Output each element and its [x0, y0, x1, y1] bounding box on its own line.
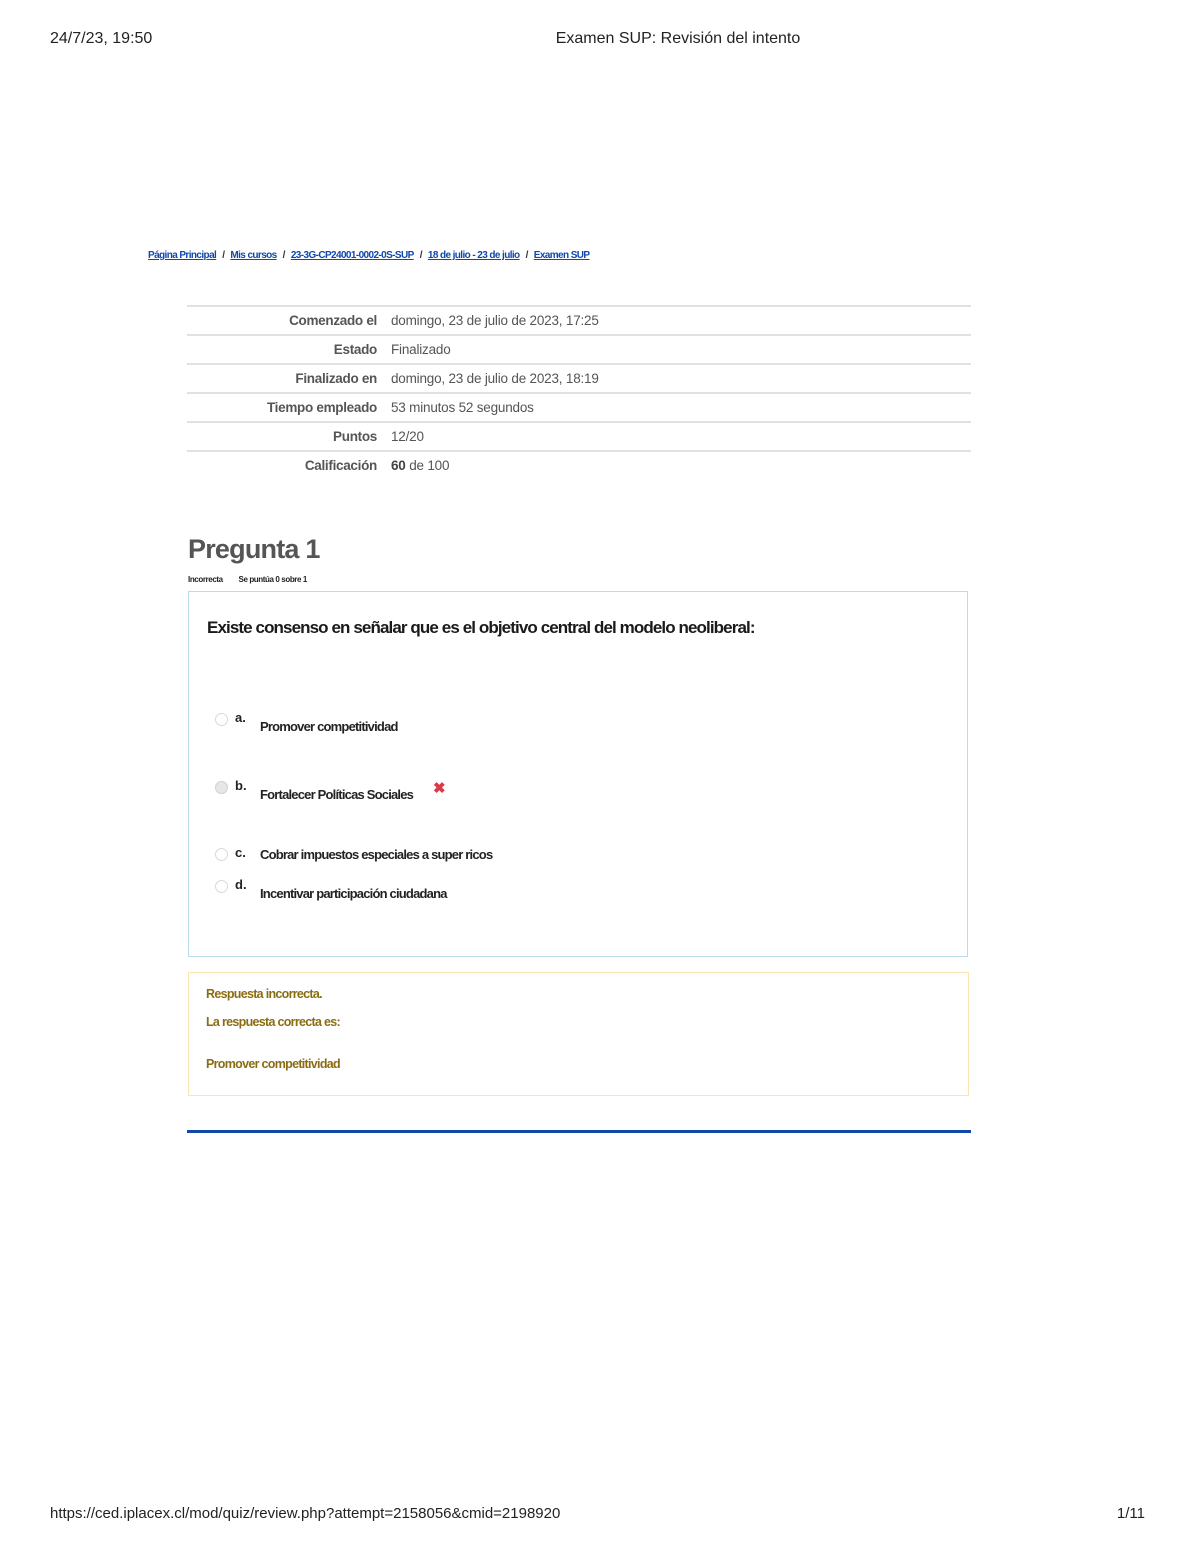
- incorrect-icon: ✖: [433, 780, 446, 797]
- breadcrumb-separator: /: [282, 250, 285, 261]
- summary-label: Puntos: [333, 429, 377, 444]
- breadcrumb-course[interactable]: 23-3G-CP24001-0002-0S-SUP: [290, 250, 414, 261]
- summary-label: Comenzado el: [289, 313, 377, 328]
- breadcrumb-exam[interactable]: Examen SUP: [533, 250, 590, 261]
- question-text: Existe consenso en señalar que es el objetivo central del modelo neoliberal:: [207, 618, 755, 637]
- feedback-result: Respuesta incorrecta.: [206, 987, 322, 1001]
- question-title: Pregunta 1: [188, 534, 320, 564]
- summary-value: 53 minutos 52 segundos: [391, 400, 534, 415]
- breadcrumb: [148, 250, 589, 261]
- summary-value: [389, 451, 971, 479]
- radio-button[interactable]: [215, 880, 228, 893]
- print-page-number: 1/11: [1116, 1505, 1145, 1522]
- summary-label: Calificación: [304, 458, 377, 473]
- summary-row-marks: [187, 422, 971, 451]
- summary-value: Finalizado: [391, 342, 451, 357]
- grade-suffix: de 100: [409, 458, 450, 473]
- breadcrumb-separator: /: [222, 250, 225, 261]
- radio-button-selected[interactable]: [215, 781, 228, 794]
- option-letter: a.: [235, 710, 246, 725]
- question-status: Incorrecta: [188, 575, 223, 584]
- question-info: [188, 575, 307, 584]
- breadcrumb-week[interactable]: 18 de julio - 23 de julio: [427, 250, 520, 261]
- option-text: Promover competitividad: [260, 719, 398, 734]
- print-header: [0, 28, 1200, 50]
- option-letter: c.: [235, 845, 246, 860]
- breadcrumb-home[interactable]: Página Principal: [148, 250, 217, 261]
- breadcrumb-separator: /: [419, 250, 422, 261]
- feedback-correct-answer: Promover competitividad: [206, 1057, 340, 1071]
- summary-row-time-taken: [187, 393, 971, 422]
- breadcrumb-separator: /: [525, 250, 528, 261]
- print-footer: [0, 1505, 1200, 1527]
- grade-score: 60: [391, 458, 406, 473]
- summary-value: domingo, 23 de julio de 2023, 18:19: [391, 371, 599, 386]
- option-letter: b.: [235, 778, 247, 793]
- summary-label: Finalizado en: [295, 371, 377, 386]
- option-text: Incentivar participación ciudadana: [260, 886, 447, 901]
- breadcrumb-my-courses[interactable]: Mis cursos: [230, 250, 277, 261]
- question-score: Se puntúa 0 sobre 1: [238, 575, 307, 584]
- print-datetime: 24/7/23, 19:50: [50, 30, 153, 47]
- attempt-summary-table: [187, 305, 971, 479]
- summary-row-grade: [187, 451, 971, 479]
- radio-button[interactable]: [215, 848, 228, 861]
- print-page-title: Examen SUP: Revisión del intento: [555, 30, 801, 47]
- option-text: Cobrar impuestos especiales a super ricos: [260, 847, 493, 862]
- summary-value: 12/20: [391, 429, 424, 444]
- summary-label: Estado: [333, 342, 377, 357]
- summary-value: domingo, 23 de julio de 2023, 17:25: [391, 313, 599, 328]
- summary-row-state: [187, 335, 971, 364]
- feedback-box: [188, 972, 969, 1096]
- radio-button[interactable]: [215, 713, 228, 726]
- option-text: Fortalecer Políticas Sociales: [260, 787, 414, 802]
- summary-row-started: [187, 306, 971, 335]
- feedback-correct-intro: La respuesta correcta es:: [206, 1015, 340, 1029]
- print-url: https://ced.iplacex.cl/mod/quiz/review.php?attempt=2158056&cmid=2198920: [50, 1505, 561, 1522]
- summary-label: Tiempo empleado: [266, 400, 377, 415]
- section-divider: [187, 1130, 971, 1133]
- question-box: [188, 591, 968, 957]
- summary-row-completed: [187, 364, 971, 393]
- option-letter: d.: [235, 877, 247, 892]
